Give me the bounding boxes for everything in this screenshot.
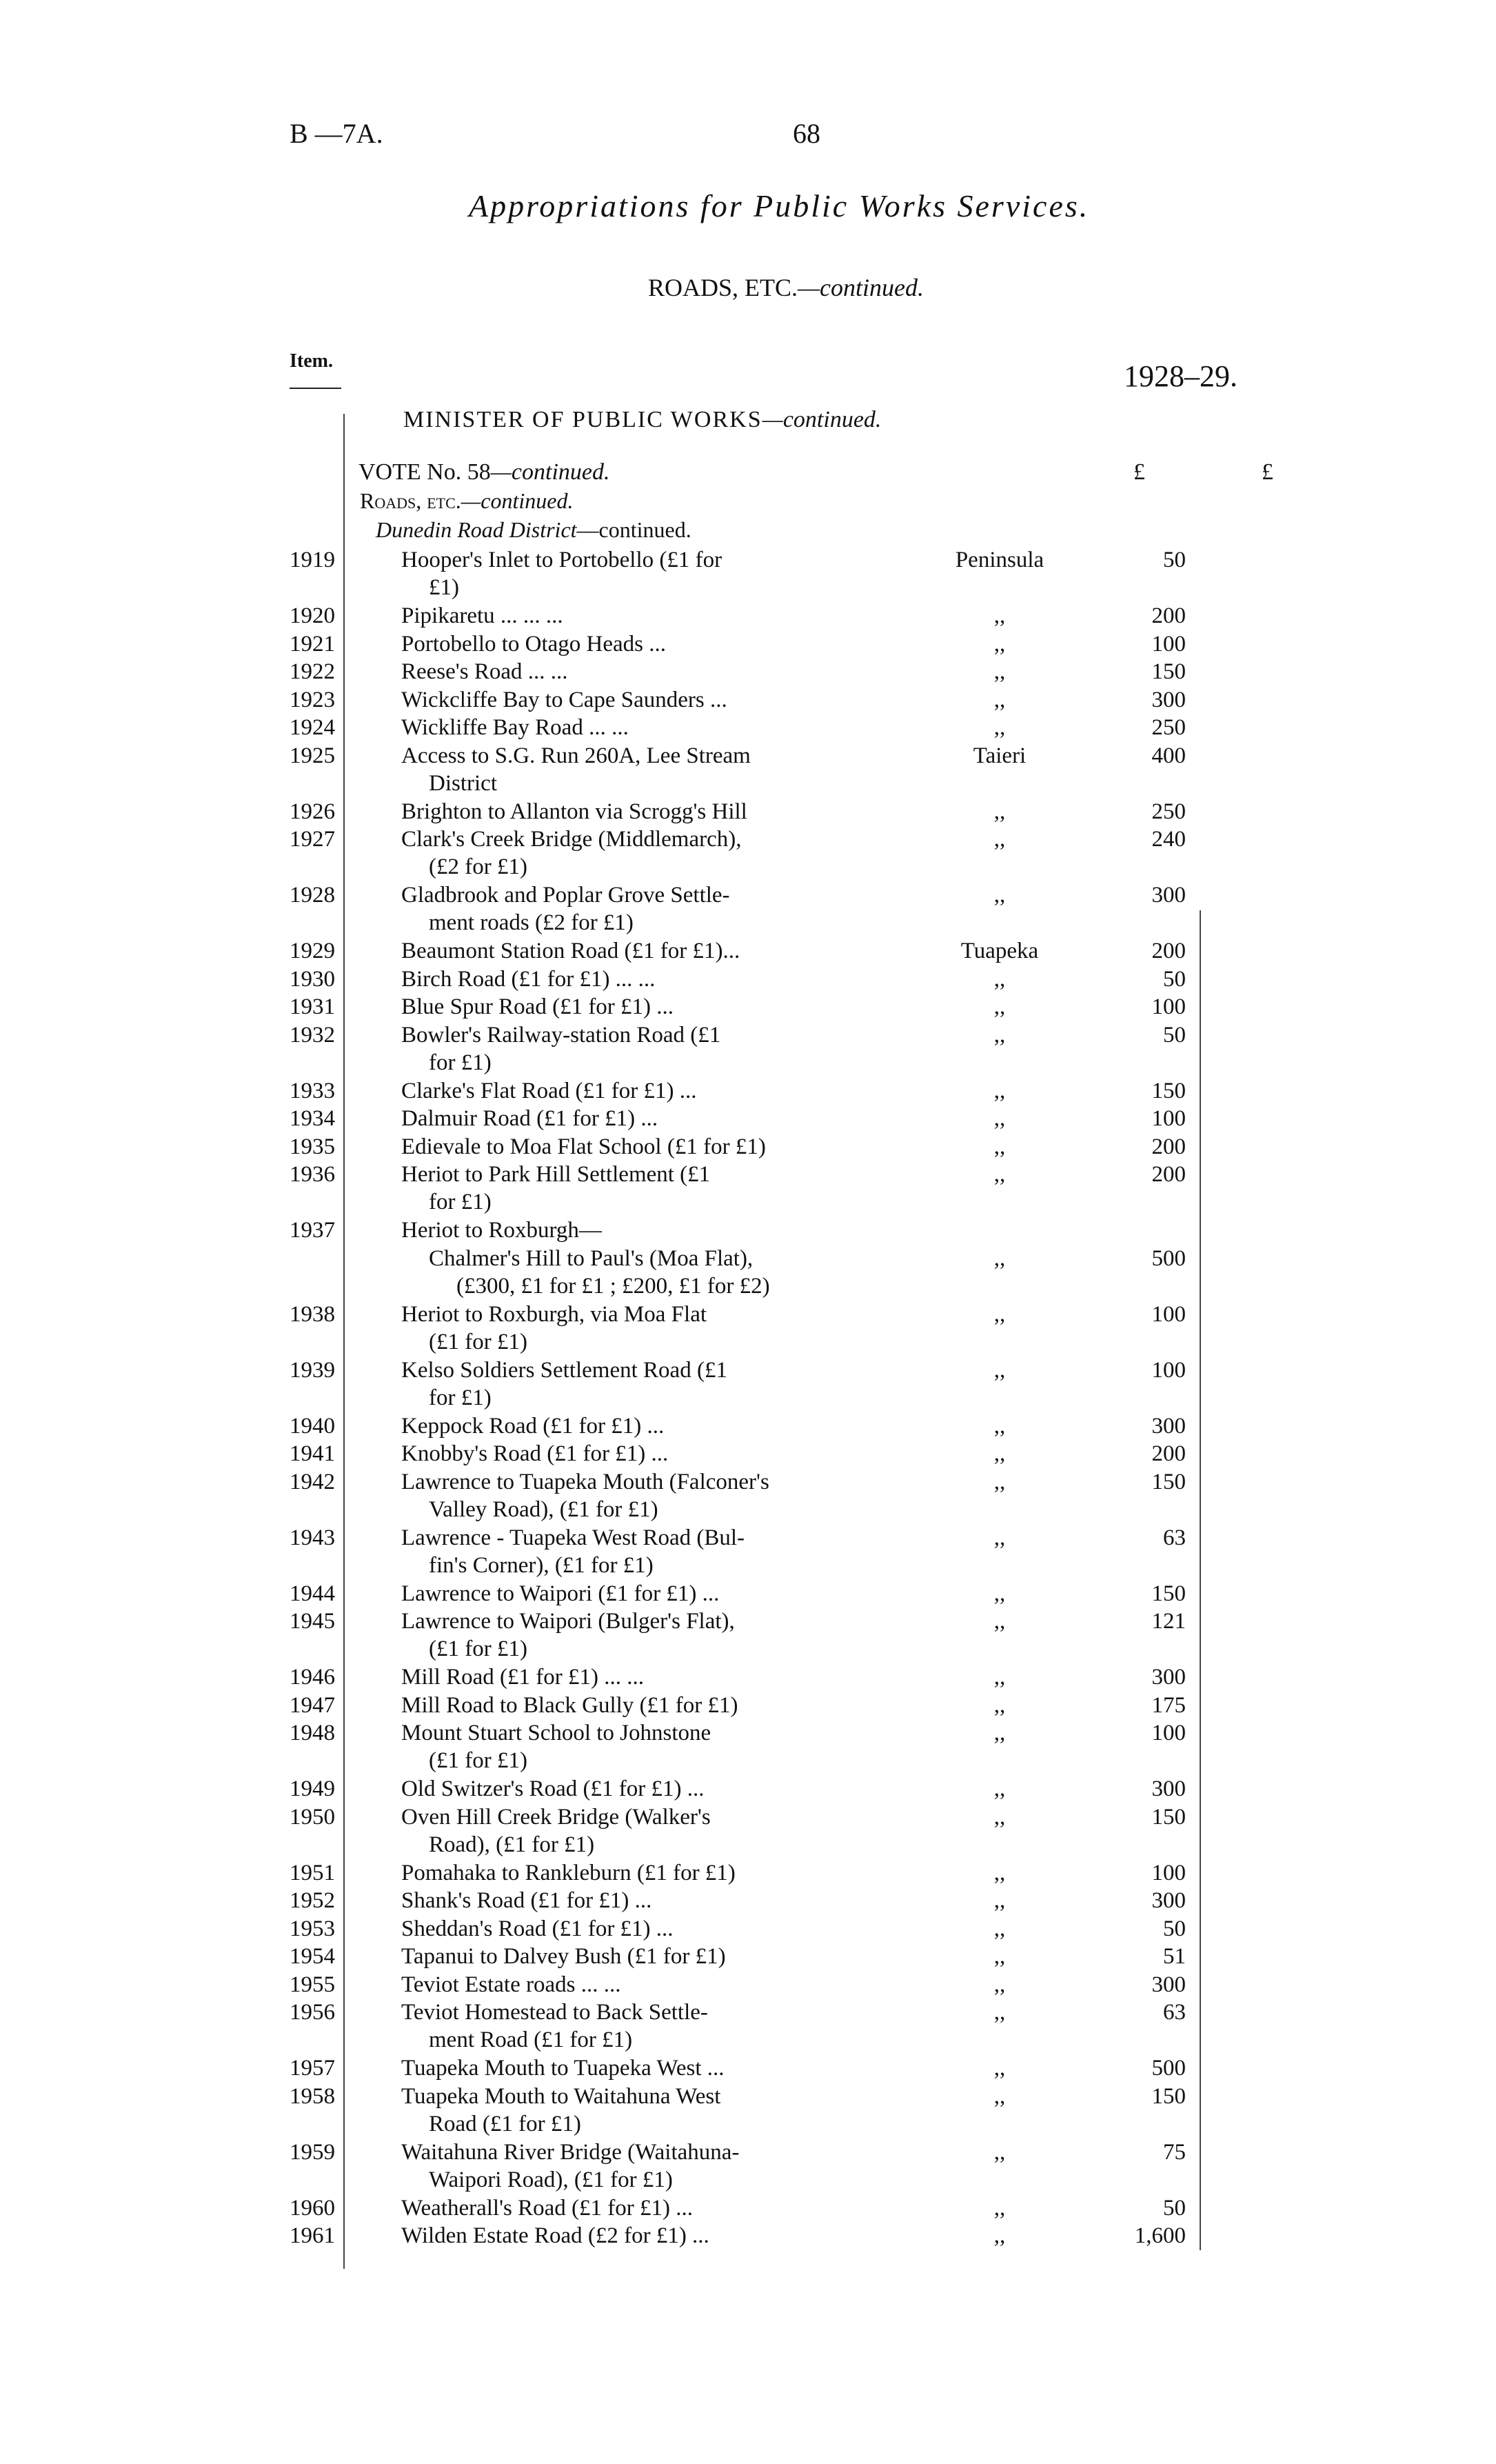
amount: 300 — [1151, 687, 1186, 712]
description-line-1: Mill Road (£1 for £1) ... ... — [401, 1665, 644, 1690]
district-name: ,, — [993, 1245, 1006, 1271]
item-description — [401, 546, 884, 601]
item-number: 1960 — [290, 2195, 335, 2221]
amount: 100 — [1151, 1860, 1186, 1885]
item-number: 1941 — [290, 1441, 335, 1466]
district-name: ,, — [993, 603, 1006, 628]
item-number: 1924 — [290, 715, 335, 740]
item-description — [401, 714, 884, 741]
description-line-1: Knobby's Road (£1 for £1) ... — [401, 1441, 669, 1466]
description-line-2: ment roads (£2 for £1) — [429, 910, 634, 935]
item-number: 1950 — [290, 1804, 335, 1830]
amount: 100 — [1151, 1721, 1186, 1745]
district-name: ,, — [993, 2083, 1006, 2109]
description-line-1: Sheddan's Road (£1 for £1) ... — [401, 1916, 674, 1941]
item-description — [401, 1663, 884, 1691]
item-number: 1955 — [290, 1972, 335, 1997]
district-name: ,, — [993, 1162, 1006, 1187]
district-name: ,, — [993, 1525, 1006, 1550]
description-line-1: Heriot to Roxburgh, via Moa Flat — [401, 1301, 707, 1327]
amount: 100 — [1151, 994, 1186, 1019]
subtitle-main: ROADS, ETC. — [648, 274, 798, 301]
district-name: ,, — [993, 1916, 1006, 1941]
description-line-1: Access to S.G. Run 260A, Lee Stream — [401, 743, 751, 768]
description-line-2: (£2 for £1) — [429, 854, 527, 879]
item-description — [401, 825, 884, 881]
amount: 500 — [1151, 2056, 1186, 2081]
amount: 250 — [1151, 799, 1186, 824]
page-title: Appropriations for Public Works Services. — [469, 188, 1090, 223]
item-description — [401, 1719, 884, 1774]
description-line-2: ment Road (£1 for £1) — [429, 2027, 633, 2052]
description-line-1: Portobello to Otago Heads ... — [401, 631, 667, 657]
district-name: ,, — [993, 1581, 1006, 1606]
description-line-1: Clark's Creek Bridge (Middlemarch), — [401, 827, 742, 852]
description-line-1: Weatherall's Road (£1 for £1) ... — [401, 2195, 693, 2221]
item-description — [401, 1161, 884, 1216]
item-description — [401, 1356, 884, 1412]
description-line-2: (£1 for £1) — [429, 1636, 527, 1661]
item-description — [401, 2083, 884, 2138]
description-line-1: Pipikaretu ... ... ... — [401, 603, 563, 628]
description-line-1: Waitahuna River Bridge (Waitahuna- — [401, 2139, 740, 2165]
item-description — [401, 1524, 884, 1579]
item-number: 1930 — [290, 966, 335, 992]
roads-main: Roads, etc. — [360, 488, 461, 513]
description-line-1: Kelso Soldiers Settlement Road (£1 — [401, 1357, 727, 1383]
item-number: 1937 — [290, 1218, 335, 1243]
item-description — [401, 602, 884, 630]
amount-column-rule — [1200, 910, 1201, 2250]
district-name: ,, — [993, 799, 1006, 824]
amount: 200 — [1151, 1162, 1186, 1187]
district-name: ,, — [993, 1804, 1006, 1830]
district-name: ,, — [993, 827, 1006, 852]
item-number: 1946 — [290, 1665, 335, 1690]
district-name: Taieri — [973, 743, 1027, 768]
item-description — [401, 1775, 884, 1803]
item-description — [401, 1859, 884, 1887]
description-line-1: Lawrence to Tuapeka Mouth (Falconer's — [401, 1469, 769, 1494]
description-line-1: Edievale to Moa Flat School (£1 for £1) — [401, 1134, 766, 1159]
item-description — [401, 993, 884, 1021]
item-number: 1961 — [290, 2223, 335, 2248]
description-line-2: fin's Corner), (£1 for £1) — [429, 1552, 654, 1578]
amount: 51 — [1163, 1944, 1186, 1969]
item-number: 1957 — [290, 2056, 335, 2081]
item-description — [401, 965, 884, 993]
item-description — [401, 686, 884, 714]
item-number: 1926 — [290, 799, 335, 824]
vote-continued: —continued. — [490, 459, 610, 485]
item-description — [401, 1999, 884, 2054]
amount: 200 — [1151, 939, 1186, 963]
description-line-1: Gladbrook and Poplar Grove Settle- — [401, 883, 730, 908]
description-line-1: Mill Road to Black Gully (£1 for £1) — [401, 1692, 738, 1718]
item-number: 1920 — [290, 603, 335, 628]
description-line-2: District — [429, 770, 497, 796]
minister-main: MINISTER OF PUBLIC WORKS — [403, 407, 762, 432]
amount: 50 — [1163, 548, 1186, 572]
item-description — [401, 1943, 884, 1970]
item-number: 1928 — [290, 883, 335, 908]
item-description — [401, 1607, 884, 1663]
description-line-1: Lawrence - Tuapeka West Road (Bul- — [401, 1525, 745, 1550]
description-line-2: (£1 for £1) — [429, 1329, 527, 1354]
item-number: 1944 — [290, 1581, 335, 1606]
item-description — [401, 1412, 884, 1440]
amount: 100 — [1151, 1106, 1186, 1131]
amount: 100 — [1151, 1301, 1186, 1327]
item-description — [401, 2222, 884, 2250]
district-name: ,, — [993, 1972, 1006, 1997]
amount: 300 — [1151, 1972, 1186, 1997]
item-description — [401, 1077, 884, 1105]
district-name: ,, — [993, 1944, 1006, 1969]
amount: 100 — [1151, 631, 1186, 657]
item-description — [401, 1887, 884, 1914]
description-line-2: Valley Road), (£1 for £1) — [429, 1496, 658, 1522]
description-line-2: (£1 for £1) — [429, 1748, 527, 1773]
district-name: ,, — [993, 687, 1006, 712]
amount: 50 — [1163, 2195, 1186, 2221]
description-line-1: Wickcliffe Bay to Cape Saunders ... — [401, 687, 727, 712]
item-description — [401, 2139, 884, 2194]
description-line-2: £1) — [429, 575, 459, 600]
item-number: 1922 — [290, 659, 335, 684]
description-line-1: Birch Road (£1 for £1) ... ... — [401, 966, 656, 992]
item-number: 1948 — [290, 1721, 335, 1745]
item-description — [401, 1105, 884, 1132]
amount: 175 — [1151, 1692, 1186, 1718]
district-name: ,, — [993, 631, 1006, 657]
description-line-2: (£300, £1 for £1 ; £200, £1 for £2) — [456, 1273, 770, 1299]
district-name: ,, — [993, 1078, 1006, 1103]
description-line-1: Wilden Estate Road (£2 for £1) ... — [401, 2223, 709, 2248]
description-line-1: Chalmer's Hill to Paul's (Moa Flat), — [429, 1245, 754, 1271]
description-line-1: Reese's Road ... ... — [401, 659, 568, 684]
description-line-2: Waipori Road), (£1 for £1) — [429, 2167, 673, 2192]
amount: 300 — [1151, 1776, 1186, 1801]
description-line-1: Hooper's Inlet to Portobello (£1 for — [401, 548, 722, 572]
item-number: 1959 — [290, 2139, 335, 2165]
description-line-1: Wickliffe Bay Road ... ... — [401, 715, 629, 740]
district-name: ,, — [993, 1860, 1006, 1885]
item-description — [401, 630, 884, 658]
description-line-1: Keppock Road (£1 for £1) ... — [401, 1413, 665, 1439]
district-name: ,, — [993, 1441, 1006, 1466]
amount: 75 — [1163, 2139, 1186, 2165]
district-name: ,, — [993, 1413, 1006, 1439]
district-name: ,, — [993, 1134, 1006, 1159]
item-column-heading: Item. — [290, 350, 333, 372]
amount: 200 — [1151, 1134, 1186, 1159]
amount: 63 — [1163, 1525, 1186, 1550]
amount: 100 — [1151, 1357, 1186, 1383]
item-number: 1931 — [290, 994, 335, 1019]
district-name: ,, — [993, 715, 1006, 740]
amount: 250 — [1151, 715, 1186, 740]
item-description — [401, 2054, 884, 2082]
description-line-1: Brighton to Allanton via Scrogg's Hill — [401, 799, 747, 824]
item-number: 1942 — [290, 1469, 335, 1494]
district-name: ,, — [993, 2195, 1006, 2221]
item-description — [401, 881, 884, 936]
amount: 150 — [1151, 1804, 1186, 1830]
district-name: ,, — [993, 1357, 1006, 1383]
amount: 50 — [1163, 966, 1186, 992]
description-line-1: Heriot to Park Hill Settlement (£1 — [401, 1162, 711, 1187]
description-line-1: Heriot to Roxburgh— — [401, 1218, 602, 1243]
description-line-1: Beaumont Station Road (£1 for £1)... — [401, 939, 740, 963]
item-description — [401, 1971, 884, 1999]
district-name: ,, — [993, 1301, 1006, 1327]
item-description — [401, 1216, 884, 1244]
district-name: ,, — [993, 1609, 1006, 1634]
amount: 200 — [1151, 603, 1186, 628]
item-number: 1954 — [290, 1944, 335, 1969]
amount: 300 — [1151, 1665, 1186, 1690]
district-name: ,, — [993, 659, 1006, 684]
amount: 400 — [1151, 743, 1186, 768]
item-number: 1943 — [290, 1525, 335, 1550]
year-heading: 1928–29. — [1124, 359, 1237, 393]
description-line-1: Pomahaka to Rankleburn (£1 for £1) — [401, 1860, 736, 1885]
amount: 200 — [1151, 1441, 1186, 1466]
description-line-1: Teviot Estate roads ... ... — [401, 1972, 621, 1997]
district-name: ,, — [993, 1776, 1006, 1801]
amount: 150 — [1151, 659, 1186, 684]
item-number: 1939 — [290, 1357, 335, 1383]
item-number: 1956 — [290, 2000, 335, 2025]
item-description — [401, 1468, 884, 1523]
amount: 63 — [1163, 2000, 1186, 2025]
description-line-2: for £1) — [429, 1050, 492, 1075]
description-line-2: Road (£1 for £1) — [429, 2111, 581, 2136]
district-name: ,, — [993, 994, 1006, 1019]
item-description — [401, 1021, 884, 1076]
district-name: ,, — [993, 1888, 1006, 1913]
amount: 500 — [1151, 1245, 1186, 1271]
description-line-1: Oven Hill Creek Bridge (Walker's — [401, 1804, 711, 1830]
item-number: 1951 — [290, 1860, 335, 1885]
minister-continued: —continued. — [762, 407, 882, 432]
description-line-1: Bowler's Railway-station Road (£1 — [401, 1022, 721, 1048]
description-line-1: Mount Stuart School to Johnstone — [401, 1721, 711, 1745]
item-description — [401, 798, 884, 825]
district-name: ,, — [993, 1106, 1006, 1131]
item-number: 1923 — [290, 687, 335, 712]
district-name: ,, — [993, 1692, 1006, 1718]
description-line-2: for £1) — [429, 1190, 492, 1214]
item-description — [429, 1245, 911, 1300]
description-line-1: Dalmuir Road (£1 for £1) ... — [401, 1106, 658, 1131]
description-line-1: Teviot Homestead to Back Settle- — [401, 2000, 708, 2025]
item-description — [401, 1692, 884, 1719]
item-number: 1940 — [290, 1413, 335, 1439]
district-continued: —continued. — [576, 517, 691, 542]
item-description — [401, 937, 884, 965]
district-name: ,, — [993, 2056, 1006, 2081]
item-number: 1938 — [290, 1301, 335, 1327]
amount: 150 — [1151, 1581, 1186, 1606]
description-line-1: Shank's Road (£1 for £1) ... — [401, 1888, 652, 1913]
description-line-1: Lawrence to Waipori (Bulger's Flat), — [401, 1609, 735, 1634]
item-number: 1958 — [290, 2083, 335, 2109]
description-line-2: for £1) — [429, 1385, 492, 1410]
item-number: 1932 — [290, 1022, 335, 1048]
item-number: 1921 — [290, 631, 335, 657]
amount: 1,600 — [1134, 2223, 1186, 2248]
item-number: 1933 — [290, 1078, 335, 1103]
amount: 50 — [1163, 1022, 1186, 1048]
description-line-2: Road), (£1 for £1) — [429, 1832, 595, 1857]
district-name: ,, — [993, 2139, 1006, 2165]
item-description — [401, 1915, 884, 1943]
description-line-1: Clarke's Flat Road (£1 for £1) ... — [401, 1078, 697, 1103]
district-name: ,, — [993, 1469, 1006, 1494]
item-description — [401, 658, 884, 685]
amount: 300 — [1151, 883, 1186, 908]
district-name: ,, — [993, 883, 1006, 908]
description-line-1: Tapanui to Dalvey Bush (£1 for £1) — [401, 1944, 726, 1969]
amount: 150 — [1151, 1469, 1186, 1494]
district-name: ,, — [993, 1665, 1006, 1690]
item-number: 1919 — [290, 548, 335, 572]
item-description — [401, 1133, 884, 1161]
amount: 240 — [1151, 827, 1186, 852]
amount-unit-1: £ — [1133, 459, 1145, 485]
amount: 150 — [1151, 2083, 1186, 2109]
amount: 150 — [1151, 1078, 1186, 1103]
district-name: ,, — [993, 1721, 1006, 1745]
item-number: 1929 — [290, 939, 335, 963]
district-name: ,, — [993, 1022, 1006, 1048]
description-line-1: Tuapeka Mouth to Tuapeka West ... — [401, 2056, 725, 2081]
item-number: 1953 — [290, 1916, 335, 1941]
item-number: 1934 — [290, 1106, 335, 1131]
subtitle-continued: —continued. — [798, 274, 924, 301]
roads-continued: —continued. — [461, 488, 574, 513]
amount: 300 — [1151, 1888, 1186, 1913]
item-number: 1935 — [290, 1134, 335, 1159]
description-line-1: Blue Spur Road (£1 for £1) ... — [401, 994, 674, 1019]
item-number: 1952 — [290, 1888, 335, 1913]
district-name: ,, — [993, 2223, 1006, 2248]
item-description — [401, 742, 884, 797]
item-description — [401, 1440, 884, 1468]
item-number: 1949 — [290, 1776, 335, 1801]
item-description — [401, 1301, 884, 1356]
page-number: 68 — [793, 118, 820, 149]
item-number: 1927 — [290, 827, 335, 852]
amount-unit-2: £ — [1262, 459, 1273, 485]
item-description — [401, 1803, 884, 1859]
amount: 300 — [1151, 1413, 1186, 1439]
district-name: Tuapeka — [960, 939, 1039, 963]
item-number: 1947 — [290, 1692, 335, 1718]
district-name: ,, — [993, 2000, 1006, 2025]
district-main: Dunedin Road District — [376, 517, 577, 542]
item-description — [401, 1580, 884, 1607]
amount: 50 — [1163, 1916, 1186, 1941]
item-number: 1936 — [290, 1162, 335, 1187]
item-number: 1925 — [290, 743, 335, 768]
vote-main: VOTE No. 58 — [358, 459, 491, 485]
amount: 121 — [1151, 1609, 1186, 1634]
description-line-1: Tuapeka Mouth to Waitahuna West — [401, 2083, 721, 2109]
document-reference: B —7A. — [290, 118, 383, 149]
district-name: Peninsula — [955, 548, 1044, 572]
description-line-1: Lawrence to Waipori (£1 for £1) ... — [401, 1581, 720, 1606]
item-number: 1945 — [290, 1609, 335, 1634]
description-line-1: Old Switzer's Road (£1 for £1) ... — [401, 1776, 705, 1801]
district-name: ,, — [993, 966, 1006, 992]
item-description — [401, 2194, 884, 2222]
